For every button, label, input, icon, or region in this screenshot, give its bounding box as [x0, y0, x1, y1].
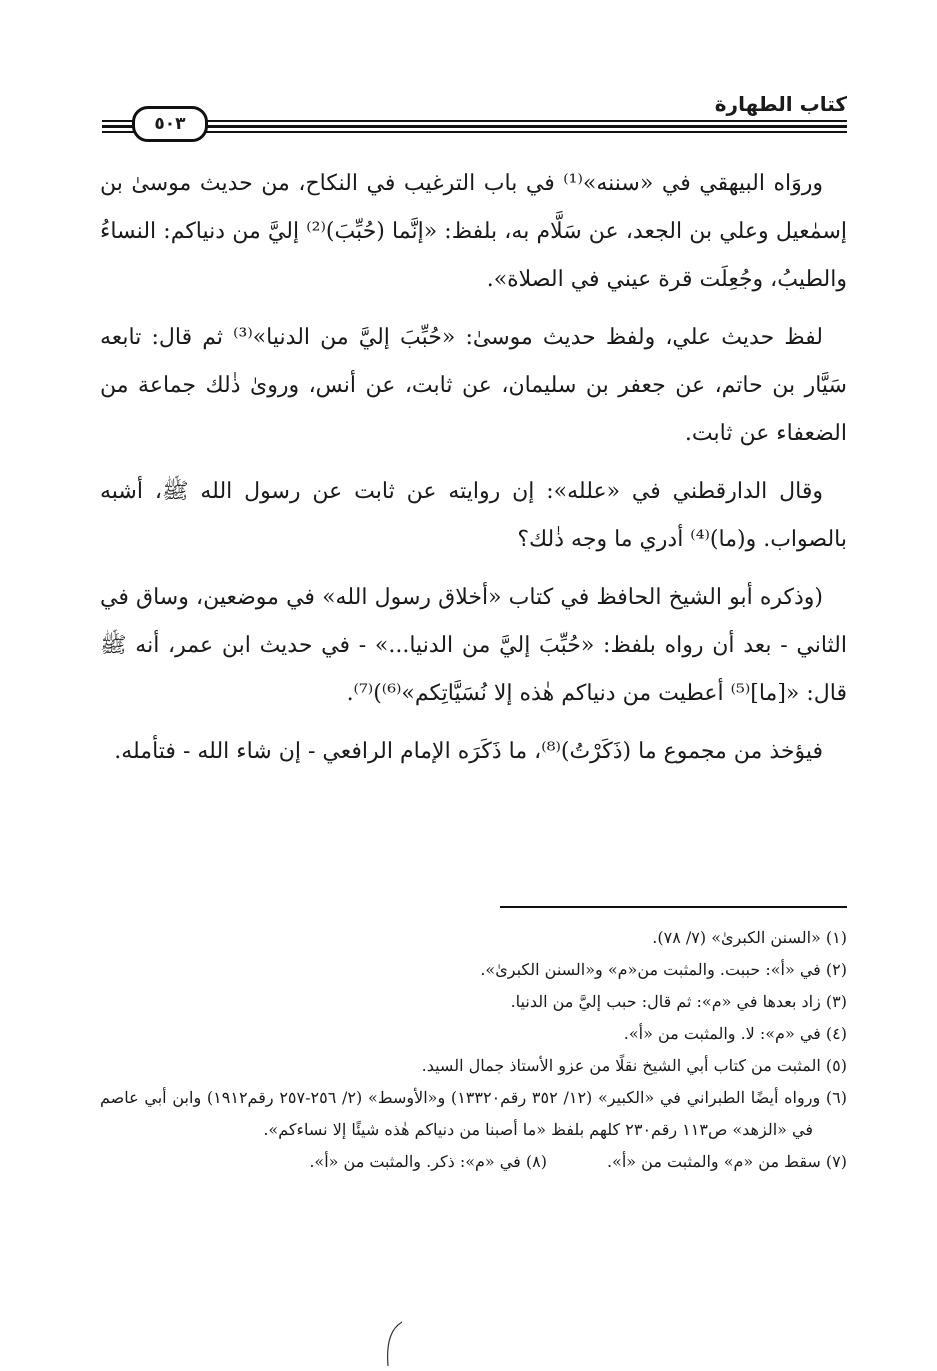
running-header	[102, 92, 847, 136]
footnote: (٧) سقط من «م» والمثبت من «أ».	[606, 1152, 847, 1171]
pencil-mark	[378, 1320, 408, 1368]
footnote: (٣) زاد بعدها في «م»: ثم قال: حبب إليَّ من الدنيا.	[510, 992, 847, 1011]
footnote: (٥) المثبت من كتاب أبي الشيخ نقلًا من عزو الأستاذ جمال السيد.	[421, 1056, 847, 1075]
paragraph: (وذكره أبو الشيخ الحافظ في كتاب «أخلاق رسول الله» في موضعين، وساق في الثاني - بعد أن رواه بلفظ: «حُبِّبَ إليَّ من الدنيا...» - في حديث ابن عمر، أنه ﷺ قال: «[ما]⁽⁵⁾ أعطيت من دنياكم هٰذه إلا نُسَيَّاتِكم»⁽⁶⁾)⁽⁷⁾.	[100, 585, 847, 706]
header-rule	[197, 120, 847, 122]
footnote-separator	[500, 906, 847, 908]
footnotes	[100, 922, 847, 1178]
footnote: (٢) في «أ»: حببت. والمثبت من«م» و«السنن الكبرىٰ».	[480, 960, 847, 979]
book-title: كتاب الطهارة	[714, 92, 847, 116]
paragraph: فيؤخذ من مجموع ما (ذَكَرْتُ)⁽⁸⁾، ما ذَكَرَه الإمام الرافعي - إن شاء الله - فتأمله.	[114, 739, 823, 764]
paragraph: وروَاه البيهقي في «سننه»⁽¹⁾ في باب الترغيب في النكاح، من حديث موسىٰ بن إسمٰعيل وعلي بن الجعد، عن سَلَّام به، بلفظ: «إنَّما (حُبِّبَ)⁽²⁾ إليَّ من دنياكم: النساءُ والطيبُ، وجُعِلَت قرة عيني في الصلاة».	[100, 171, 847, 292]
footnote: (٦) ورواه أيضًا الطبراني في «الكبير» (١٢/ ٣٥٢ رقم١٣٣٢٠) و«الأوسط» (٢/ ٢٥٦-٢٥٧ رقم١٩١٢) وابن أبي عاصم في «الزهد» ص١١٣ رقم٢٣٠ كلهم بلفظ «ما أصبنا من دنياكم هٰذه شيئًا إلا نساءكم».	[100, 1088, 848, 1139]
main-text	[100, 160, 847, 786]
header-rule	[197, 125, 847, 128]
footnote: (٨) في «م»: ذكر. والمثبت من «أ».	[309, 1152, 547, 1171]
paragraph: لفظ حديث علي، ولفظ حديث موسىٰ: «حُبِّبَ إليَّ من الدنيا»⁽³⁾ ثم قال: تابعه سَيَّار بن حاتم، عن جعفر بن سليمان، عن ثابت، عن أنس، وروىٰ ذٰلك جماعة من الضعفاء عن ثابت.	[100, 325, 847, 446]
footnote: (١) «السنن الكبرىٰ» (٧/ ٧٨).	[652, 928, 847, 947]
page-number: ٥٠٣	[132, 106, 208, 142]
footnote-row	[100, 1146, 847, 1178]
footnote: (٤) في «م»: لا. والمثبت من «أ».	[623, 1024, 847, 1043]
header-rule	[197, 131, 847, 133]
paragraph: وقال الدارقطني في «علله»: إن روايته عن ثابت عن رسول الله ﷺ، أشبه بالصواب. و(ما)⁽⁴⁾ أدري ما وجه ذٰلك؟	[100, 479, 847, 552]
